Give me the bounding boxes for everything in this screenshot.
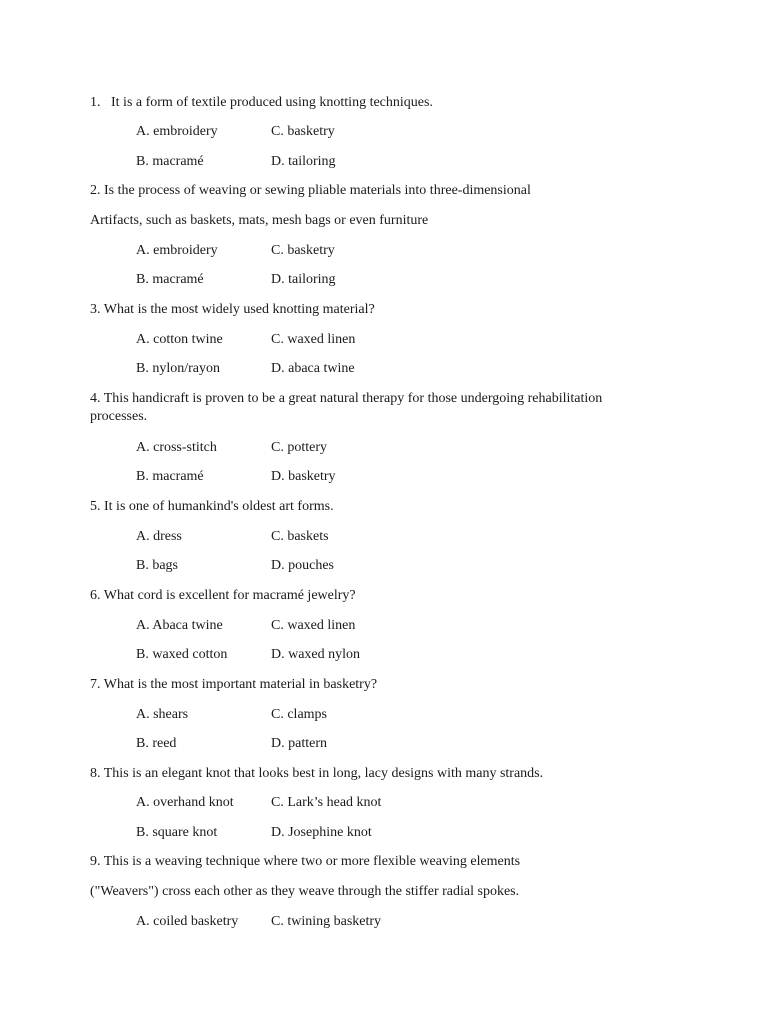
question-2-option-a: A. embroidery	[136, 243, 218, 258]
question-1-text: 1. It is a form of textile produced using knotting techniques.	[90, 95, 433, 110]
question-2-option-b: B. macramé	[136, 272, 204, 287]
question-5-text: 5. It is one of humankind's oldest art forms.	[90, 499, 334, 514]
question-5-option-c: C. baskets	[271, 529, 329, 544]
question-3-option-d: D. abaca twine	[271, 361, 355, 376]
question-7-option-d: D. pattern	[271, 736, 327, 751]
question-6-option-b: B. waxed cotton	[136, 647, 228, 662]
question-9-option-a: A. coiled basketry	[136, 914, 239, 929]
question-6-option-d: D. waxed nylon	[271, 647, 361, 662]
question-5-option-a: A. dress	[136, 529, 182, 544]
question-4-option-b: B. macramé	[136, 469, 204, 484]
question-8-option-b: B. square knot	[136, 825, 218, 840]
question-3-option-a: A. cotton twine	[136, 332, 223, 347]
question-8-option-a: A. overhand knot	[136, 795, 234, 810]
question-3-option-c: C. waxed linen	[271, 332, 356, 347]
question-8-text: 8. This is an elegant knot that looks best in long, lacy designs with many strands.	[90, 766, 544, 781]
question-9-option-c: C. twining basketry	[271, 914, 382, 929]
question-9-text-continued: ("Weavers") cross each other as they weave through the stiffer radial spokes.	[90, 884, 520, 899]
question-2-option-c: C. basketry	[271, 243, 335, 258]
question-4-text: 4. This handicraft is proven to be a great natural therapy for those undergoing rehabilitation processes.	[90, 391, 603, 424]
question-7-option-a: A. shears	[136, 707, 189, 722]
question-6-option-c: C. waxed linen	[271, 618, 356, 633]
question-7-text: 7. What is the most important material in basketry?	[90, 677, 378, 692]
question-4-option-c: C. pottery	[271, 440, 327, 455]
question-5-option-b: B. bags	[136, 558, 178, 573]
question-1-option-a: A. embroidery	[136, 124, 218, 139]
question-8-option-d: D. Josephine knot	[271, 825, 372, 840]
question-9-text: 9. This is a weaving technique where two or more flexible weaving elements	[90, 854, 521, 869]
question-6-option-a: A. Abaca twine	[136, 618, 223, 633]
question-4-option-a: A. cross-stitch	[136, 440, 217, 455]
question-8-option-c: C. Lark’s head knot	[271, 795, 382, 810]
question-3-option-b: B. nylon/rayon	[136, 361, 220, 376]
question-1-option-d: D. tailoring	[271, 154, 336, 169]
question-1-option-b: B. macramé	[136, 154, 204, 169]
question-7-option-c: C. clamps	[271, 707, 327, 722]
question-2-text: 2. Is the process of weaving or sewing pliable materials into three-dimensional	[90, 183, 531, 198]
question-2-text-continued: Artifacts, such as baskets, mats, mesh bags or even furniture	[90, 213, 429, 228]
question-6-text: 6. What cord is excellent for macramé jewelry?	[90, 588, 356, 603]
question-5-option-d: D. pouches	[271, 558, 334, 573]
question-1-option-c: C. basketry	[271, 124, 335, 139]
question-2-option-d: D. tailoring	[271, 272, 336, 287]
question-4-option-d: D. basketry	[271, 469, 336, 484]
question-3-text: 3. What is the most widely used knotting material?	[90, 302, 375, 317]
question-7-option-b: B. reed	[136, 736, 177, 751]
